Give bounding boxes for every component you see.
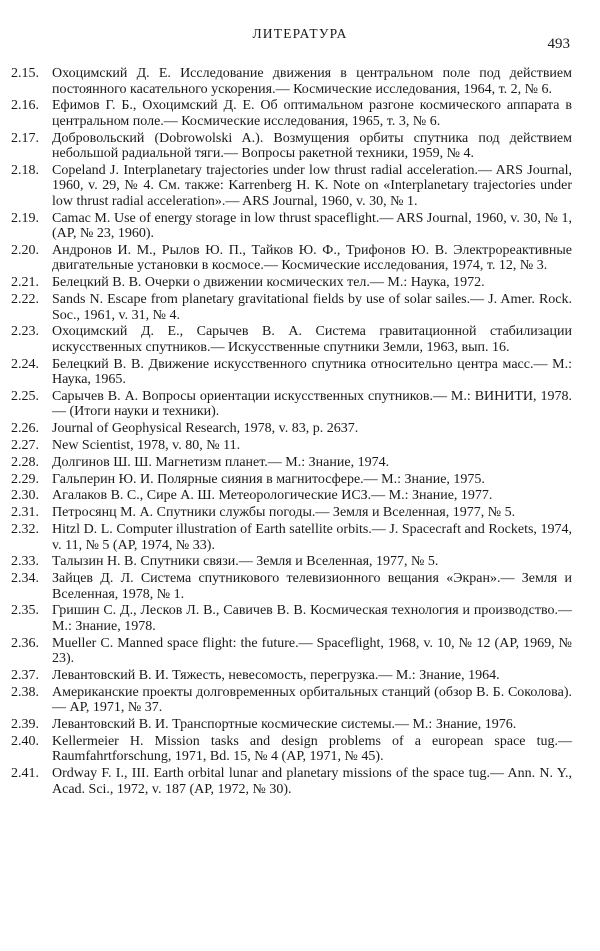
reference-number: 2.41. bbox=[11, 766, 39, 782]
page-header bbox=[0, 26, 600, 50]
reference-text: Белецкий В. В. Очерки о движении космических тел.— М.: Наука, 1972. bbox=[52, 275, 485, 291]
reference-number: 2.23. bbox=[11, 324, 39, 340]
reference-2-16 bbox=[0, 98, 600, 129]
reference-text: Hitzl D. L. Computer illustration of Earth satellite orbits.— J. Spacecraft and Rockets, 1974, v. 11, № 5 (AP, 1974, № 33). bbox=[52, 522, 572, 553]
reference-text: Гальперин Ю. И. Полярные сияния в магнитосфере.— М.: Знание, 1975. bbox=[52, 471, 485, 487]
reference-text: Талызин Н. В. Спутники связи.— Земля и Вселенная, 1977, № 5. bbox=[52, 554, 439, 570]
reference-text: Гришин С. Д., Лесков Л. В., Савичев В. В. Космическая технология и производство.— М.: Знание, 1978. bbox=[52, 603, 572, 634]
reference-number: 2.21. bbox=[11, 275, 39, 291]
reference-2-18 bbox=[0, 163, 600, 210]
reference-2-20 bbox=[0, 243, 600, 274]
reference-2-28 bbox=[0, 455, 600, 471]
reference-2-34 bbox=[0, 571, 600, 602]
reference-number: 2.38. bbox=[11, 684, 39, 700]
reference-2-19 bbox=[0, 211, 600, 242]
reference-2-41 bbox=[0, 766, 600, 797]
reference-2-21 bbox=[0, 275, 600, 291]
reference-2-32 bbox=[0, 522, 600, 553]
running-title: ЛИТЕРАТУРА bbox=[252, 26, 348, 41]
reference-number: 2.28. bbox=[11, 454, 39, 470]
reference-text: Охоцимский Д. Е. Исследование движения в центральном поле под действием постоянного касательного ускорения.— Космические исследования, 1964, т. 2, № 6. bbox=[52, 66, 572, 97]
reference-2-27 bbox=[0, 438, 600, 454]
reference-2-37 bbox=[0, 668, 600, 684]
reference-list bbox=[0, 66, 600, 799]
reference-number: 2.33. bbox=[11, 554, 39, 570]
reference-number: 2.19. bbox=[11, 210, 39, 226]
reference-text: Ефимов Г. Б., Охоцимский Д. Е. Об оптимальном разгоне космического аппарата в центральном поле.— Космические исследования, 1965, т. 3, № 6. bbox=[52, 98, 572, 129]
reference-text: Левантовский В. И. Транспортные космические системы.— М.: Знание, 1976. bbox=[52, 717, 517, 733]
reference-text: Охоцимский Д. Е., Сарычев В. А. Система гравитационной стабилизации искусственных спутников.— Искусственные спутники Земли, 1963, вып. 16. bbox=[52, 324, 572, 355]
reference-number: 2.29. bbox=[11, 471, 39, 487]
reference-number: 2.20. bbox=[11, 242, 39, 258]
reference-text: Journal of Geophysical Research, 1978, v. 83, p. 2637. bbox=[52, 421, 359, 437]
reference-number: 2.27. bbox=[11, 438, 39, 454]
reference-2-22 bbox=[0, 292, 600, 323]
reference-number: 2.37. bbox=[11, 668, 39, 684]
reference-text: Kellermeier H. Mission tasks and design problems of a european space tug.— Raumfahrtforschung, 1971, Bd. 15, № 4 (AP, 1971, № 45). bbox=[52, 733, 572, 765]
reference-2-39 bbox=[0, 717, 600, 733]
reference-number: 2.16. bbox=[11, 98, 39, 114]
reference-number: 2.31. bbox=[11, 505, 39, 521]
reference-number: 2.22. bbox=[11, 292, 39, 308]
reference-number: 2.36. bbox=[11, 635, 39, 651]
reference-2-36 bbox=[0, 636, 600, 667]
reference-number: 2.17. bbox=[11, 130, 39, 146]
reference-text: Ordway F. I., III. Earth orbital lunar and planetary missions of the space tug.— Ann. N. Y., Acad. Sci., 1972, v. 187 (AP, 1972, № 30). bbox=[52, 766, 572, 797]
reference-text: Copeland J. Interplanetary trajectories under low thrust radial acceleration.— ARS Journal, 1960, v. 29, № 4. См. также: Karrenberg H. K. Note on «Interplanetary trajectories under low thrust radial acceleration».— ARS Journal, 1960, v. 30, № 1. bbox=[52, 162, 572, 209]
reference-number: 2.32. bbox=[11, 522, 39, 538]
reference-text: Sands N. Escape from planetary gravitational fields by use of solar sailes.— J. Amer. Rock. Soc., 1961, v. 31, № 4. bbox=[52, 292, 572, 323]
reference-text: Белецкий В. В. Движение искусственного спутника относительно центра масс.— М.: Наука, 1965. bbox=[52, 356, 572, 388]
reference-number: 2.18. bbox=[11, 162, 39, 178]
reference-2-26 bbox=[0, 421, 600, 437]
page-number: 493 bbox=[547, 36, 570, 52]
reference-2-40 bbox=[0, 734, 600, 765]
reference-2-29 bbox=[0, 472, 600, 488]
reference-2-24 bbox=[0, 357, 600, 388]
reference-number: 2.15. bbox=[11, 66, 39, 81]
reference-number: 2.24. bbox=[11, 356, 39, 372]
reference-number: 2.40. bbox=[11, 733, 39, 749]
reference-text: Camac M. Use of energy storage in low thrust spaceflight.— ARS Journal, 1960, v. 30, № 1, (AP, № 23, 1960). bbox=[52, 210, 572, 242]
reference-2-35 bbox=[0, 603, 600, 634]
reference-2-17 bbox=[0, 131, 600, 162]
reference-2-33 bbox=[0, 554, 600, 570]
reference-text: Добровольский (Dobrowolski A.). Возмущения орбиты спутника под действием небольшой радиальной тяги.— Вопросы ракетной техники, 1959, № 4. bbox=[52, 130, 572, 162]
reference-number: 2.39. bbox=[11, 717, 39, 733]
reference-2-25 bbox=[0, 389, 600, 420]
reference-2-31 bbox=[0, 505, 600, 521]
reference-text: Сарычев В. А. Вопросы ориентации искусственных спутников.— М.: ВИНИТИ, 1978.— (Итоги науки и техники). bbox=[52, 388, 572, 420]
reference-text: Левантовский В. И. Тяжесть, невесомость, перегрузка.— М.: Знание, 1964. bbox=[52, 668, 500, 684]
reference-number: 2.30. bbox=[11, 488, 39, 504]
reference-2-15 bbox=[0, 66, 600, 97]
reference-text: Mueller C. Manned space flight: the future.— Spaceflight, 1968, v. 10, № 12 (AP, 1969, № 23). bbox=[52, 635, 572, 667]
reference-text: Агалаков В. С., Сире А. Ш. Метеорологические ИСЗ.— М.: Знание, 1977. bbox=[52, 488, 493, 504]
reference-2-38 bbox=[0, 685, 600, 716]
reference-2-30 bbox=[0, 488, 600, 504]
reference-text: New Scientist, 1978, v. 80, № 11. bbox=[52, 438, 241, 454]
reference-number: 2.26. bbox=[11, 421, 39, 437]
reference-text: Долгинов Ш. Ш. Магнетизм планет.— М.: Знание, 1974. bbox=[52, 454, 390, 470]
reference-text: Петросянц М. А. Спутники службы погоды.— Земля и Вселенная, 1977, № 5. bbox=[52, 505, 516, 521]
reference-text: Американские проекты долговременных орбитальных станций (обзор В. Б. Соколова).— AP, 1971, № 37. bbox=[52, 684, 572, 716]
reference-2-23 bbox=[0, 324, 600, 355]
reference-number: 2.34. bbox=[11, 571, 39, 587]
reference-text: Зайцев Д. Л. Система спутникового телевизионного вещания «Экран».— Земля и Вселенная, 1978, № 1. bbox=[52, 571, 572, 602]
reference-text: Андронов И. М., Рылов Ю. П., Тайков Ю. Ф., Трифонов Ю. В. Электрореактивные двигательные установки в космосе.— Космические исследования, 1974, т. 12, № 3. bbox=[52, 242, 572, 274]
reference-number: 2.25. bbox=[11, 388, 39, 404]
reference-number: 2.35. bbox=[11, 603, 39, 619]
